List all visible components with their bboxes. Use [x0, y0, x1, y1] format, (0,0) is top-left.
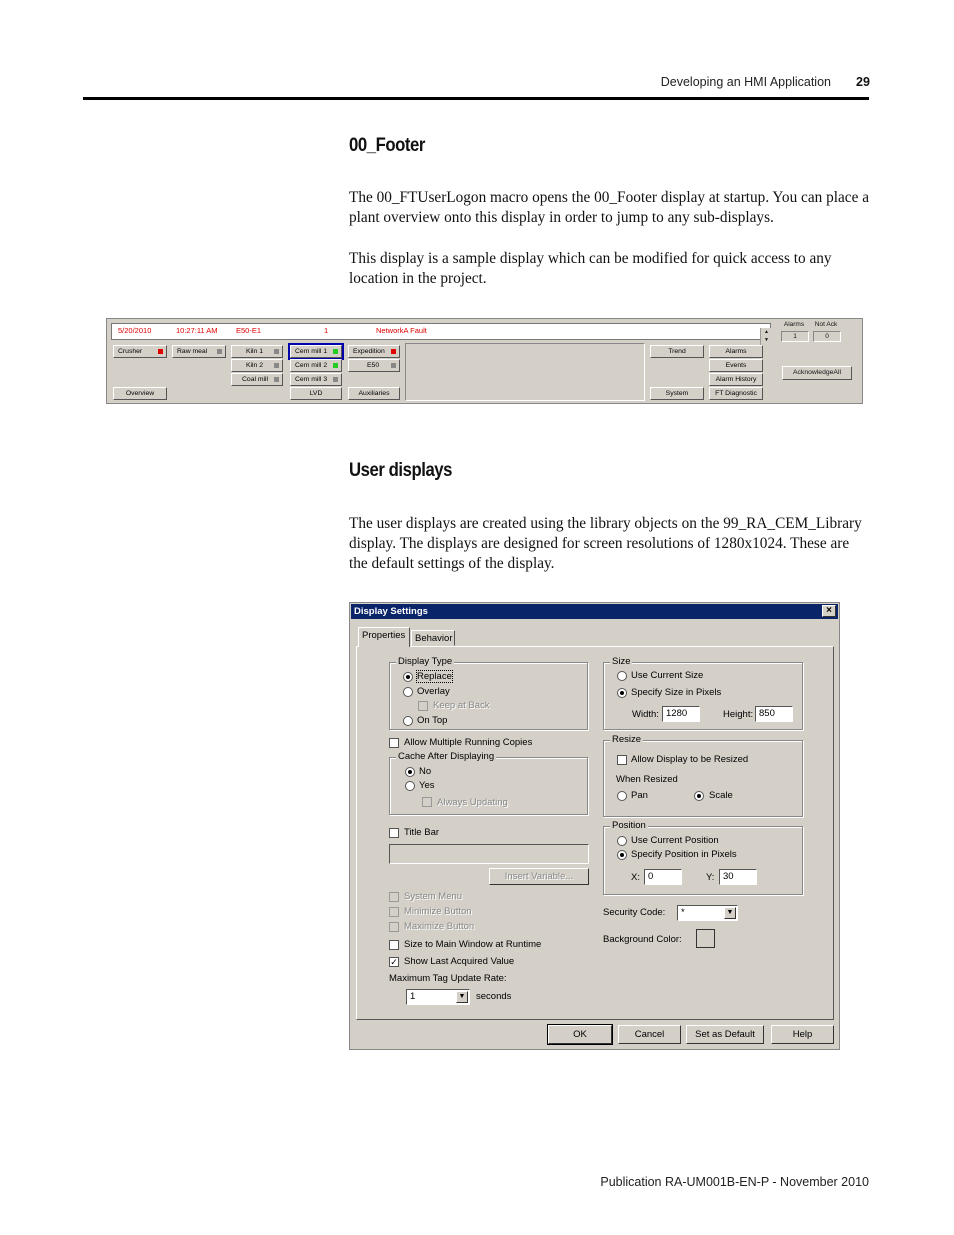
- allow-resize-label: Allow Display to be Resized: [631, 754, 749, 765]
- status-indicator-icon: [333, 349, 338, 354]
- empty-panel: [405, 343, 645, 401]
- status-indicator-icon: [274, 349, 279, 354]
- background-color-swatch[interactable]: [696, 929, 715, 948]
- height-input[interactable]: 850: [755, 706, 793, 722]
- alarm-message: NetworkA Fault: [376, 326, 427, 335]
- cem-mill3-button[interactable]: [290, 373, 342, 386]
- specify-position-radio[interactable]: [617, 850, 627, 860]
- running-header-title: Developing an HMI Application: [660, 75, 831, 89]
- status-indicator-icon: [391, 349, 396, 354]
- ok-button[interactable]: OK: [548, 1025, 612, 1044]
- cache-no-radio[interactable]: [405, 767, 415, 777]
- keep-at-back-checkbox[interactable]: [418, 701, 428, 711]
- status-indicator-icon: [391, 363, 396, 368]
- alarm-banner: [111, 323, 771, 343]
- cache-no-label: No: [419, 766, 432, 777]
- publication-footer: Publication RA-UM001B-EN-P - November 2010: [600, 1175, 869, 1189]
- footer-display-screenshot: [106, 318, 863, 404]
- display-type-label: Display Type: [398, 656, 453, 667]
- alarm-history-button[interactable]: Alarm History: [709, 373, 763, 386]
- size-label: Size: [612, 656, 631, 667]
- use-current-size-radio[interactable]: [617, 671, 627, 681]
- cem-mill3-label: Cem mill 3: [295, 376, 328, 383]
- size-to-main-label: Size to Main Window at Runtime: [404, 939, 542, 950]
- ft-diagnostic-button[interactable]: FT Diagnostic: [709, 387, 763, 400]
- cache-yes-radio[interactable]: [405, 781, 415, 791]
- background-color-label: Background Color:: [603, 934, 682, 945]
- not-ack-counter-value: 0: [813, 331, 841, 342]
- page-number: 29: [856, 75, 870, 89]
- use-current-position-radio[interactable]: [617, 836, 627, 846]
- max-rate-value: 1: [410, 991, 416, 1002]
- events-button[interactable]: Events: [709, 359, 763, 372]
- overlay-label: Overlay: [417, 686, 450, 697]
- section-heading-footer: 00_Footer: [349, 135, 425, 156]
- auxiliaries-button[interactable]: Auxiliaries: [348, 387, 400, 400]
- pan-radio[interactable]: [617, 791, 627, 801]
- replace-radio[interactable]: [403, 672, 413, 682]
- security-code-value: *: [681, 907, 685, 918]
- show-last-checkbox[interactable]: ✓: [390, 957, 398, 967]
- y-input[interactable]: 30: [719, 869, 757, 885]
- tab-properties[interactable]: Properties: [358, 627, 410, 647]
- system-menu-checkbox[interactable]: [389, 892, 399, 902]
- scale-label: Scale: [709, 790, 733, 801]
- kiln2-button[interactable]: [231, 359, 283, 372]
- status-indicator-icon: [217, 349, 222, 354]
- cem-mill1-button[interactable]: [290, 345, 342, 358]
- kiln1-label: Kiln 1: [246, 348, 264, 355]
- footer-paragraph-1: The 00_FTUserLogon macro opens the 00_Footer display at startup. You can place a plant overview onto this display in order to jump to any sub-displays.: [349, 189, 869, 226]
- seconds-label: seconds: [476, 991, 512, 1002]
- cache-label: Cache After Displaying: [398, 751, 495, 762]
- title-bar-label: Title Bar: [404, 827, 440, 838]
- keep-at-back-label: Keep at Back: [433, 700, 490, 711]
- display-settings-dialog: [349, 602, 840, 1050]
- minimize-checkbox[interactable]: [389, 907, 399, 917]
- set-as-default-button[interactable]: Set as Default: [686, 1025, 764, 1044]
- raw-meal-button[interactable]: [172, 345, 226, 358]
- insert-variable-button[interactable]: Insert Variable...: [489, 868, 589, 885]
- user-displays-paragraph: The user displays are created using the library objects on the 99_RA_CEM_Library display. The displays are designed for screen resolutions of 1280x1024. These are the default settings of the display.: [349, 515, 862, 572]
- tab-behavior[interactable]: Behavior: [411, 630, 455, 646]
- chevron-down-icon[interactable]: ▼: [456, 991, 468, 1003]
- width-label: Width:: [632, 709, 659, 720]
- raw-meal-label: Raw meal: [177, 348, 208, 355]
- use-current-size-label: Use Current Size: [631, 670, 704, 681]
- status-indicator-icon: [333, 377, 338, 382]
- expedition-label: Expedition: [353, 348, 385, 355]
- security-code-label: Security Code:: [603, 907, 666, 918]
- kiln1-button[interactable]: [231, 345, 283, 358]
- x-label: X:: [631, 872, 640, 883]
- alarms-counter-value: 1: [781, 331, 809, 342]
- chevron-down-icon[interactable]: ▼: [724, 907, 736, 919]
- coal-mill-button[interactable]: [231, 373, 283, 386]
- status-indicator-icon: [274, 377, 279, 382]
- replace-label: Replace: [417, 671, 452, 682]
- lvd-button[interactable]: LVD: [290, 387, 342, 400]
- max-rate-label: Maximum Tag Update Rate:: [389, 973, 507, 984]
- allow-resize-checkbox[interactable]: [617, 755, 627, 765]
- alarm-tag: E50-E1: [236, 326, 262, 335]
- title-bar-input[interactable]: [389, 844, 589, 864]
- alarm-scrollbar[interactable]: ▲ ▼: [760, 328, 772, 345]
- allow-multiple-label: Allow Multiple Running Copies: [404, 737, 533, 748]
- e50-label: E50: [367, 362, 380, 369]
- help-button[interactable]: Help: [771, 1025, 834, 1044]
- close-icon[interactable]: ×: [822, 605, 836, 617]
- system-menu-label: System Menu: [404, 891, 463, 902]
- status-indicator-icon: [158, 349, 163, 354]
- specify-size-label: Specify Size in Pixels: [631, 687, 722, 698]
- expedition-button[interactable]: [348, 345, 400, 358]
- alarm-value: 1: [324, 326, 329, 335]
- minimize-label: Minimize Button: [404, 906, 472, 917]
- acknowledge-all-button[interactable]: AcknowledgeAll: [782, 366, 852, 380]
- use-current-position-label: Use Current Position: [631, 835, 719, 846]
- crusher-label: Crusher: [118, 348, 143, 355]
- pan-label: Pan: [631, 790, 648, 801]
- header-rule: [83, 97, 869, 100]
- status-indicator-icon: [333, 363, 338, 368]
- alarms-counter-label: Alarms: [783, 321, 805, 328]
- scale-radio[interactable]: [694, 791, 704, 801]
- allow-multiple-checkbox[interactable]: [389, 738, 399, 748]
- x-input[interactable]: 0: [644, 869, 682, 885]
- max-rate-select[interactable]: [406, 989, 470, 1005]
- height-label: Height:: [723, 709, 754, 720]
- dialog-title: Display Settings: [354, 606, 428, 617]
- width-input[interactable]: 1280: [662, 706, 700, 722]
- alarm-time: 10:27:11 AM: [176, 326, 218, 335]
- cache-yes-label: Yes: [419, 780, 435, 791]
- always-updating-checkbox[interactable]: [422, 797, 432, 807]
- maximize-label: Maximize Button: [404, 921, 475, 932]
- cem-mill2-button[interactable]: [290, 359, 342, 372]
- system-button[interactable]: System: [650, 387, 704, 400]
- y-label: Y:: [706, 872, 715, 883]
- overlay-radio[interactable]: [403, 687, 413, 697]
- specify-size-radio[interactable]: [617, 688, 627, 698]
- cem-mill1-label: Cem mill 1: [295, 348, 328, 355]
- cem-mill2-label: Cem mill 2: [295, 362, 328, 369]
- size-to-main-checkbox[interactable]: [389, 940, 399, 950]
- e50-button[interactable]: [348, 359, 400, 372]
- show-last-label: Show Last Acquired Value: [404, 956, 515, 967]
- section-heading-user-displays: User displays: [349, 460, 453, 481]
- trend-button[interactable]: Trend: [650, 345, 704, 358]
- alarm-date: 5/20/2010: [118, 326, 152, 335]
- security-code-select[interactable]: [677, 905, 738, 921]
- title-bar-checkbox[interactable]: [389, 828, 399, 838]
- on-top-radio[interactable]: [403, 716, 413, 726]
- crusher-button[interactable]: [113, 345, 167, 358]
- properties-tab-panel: [356, 646, 834, 1020]
- maximize-checkbox[interactable]: [389, 922, 399, 932]
- alarms-button[interactable]: Alarms: [709, 345, 763, 358]
- footer-paragraph-2: This display is a sample display which can be modified for quick access to any location in the project.: [349, 250, 832, 287]
- dialog-title-bar: [351, 604, 838, 619]
- always-updating-label: Always Updating: [437, 797, 508, 808]
- position-label: Position: [612, 820, 646, 831]
- resize-label: Resize: [612, 734, 642, 745]
- cancel-button[interactable]: Cancel: [618, 1025, 681, 1044]
- overview-button[interactable]: Overview: [113, 387, 167, 400]
- on-top-label: On Top: [417, 715, 448, 726]
- when-resized-label: When Resized: [616, 774, 678, 785]
- kiln2-label: Kiln 2: [246, 362, 264, 369]
- status-indicator-icon: [274, 363, 279, 368]
- specify-position-label: Specify Position in Pixels: [631, 849, 737, 860]
- not-ack-counter-label: Not Ack: [814, 321, 838, 328]
- coal-mill-label: Coal mill: [242, 376, 269, 383]
